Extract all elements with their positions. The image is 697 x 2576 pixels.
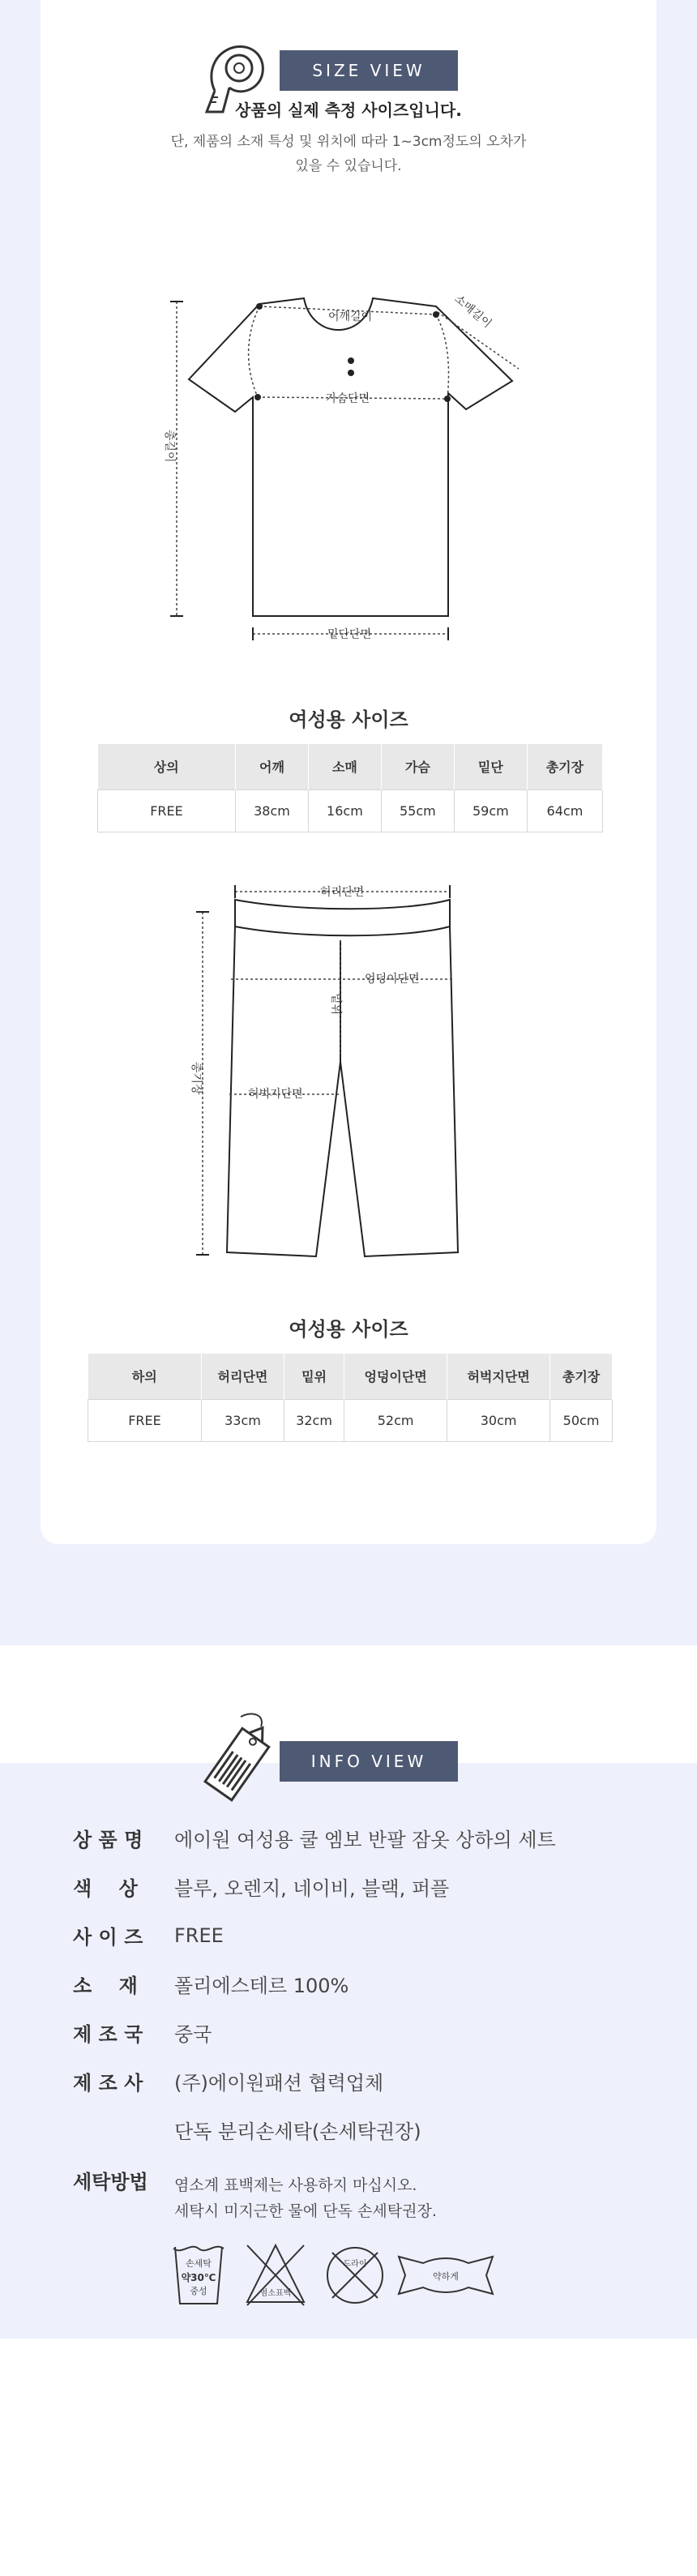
handwash-icon	[173, 2247, 224, 2304]
info-row-product-name	[73, 1824, 556, 1852]
table-header-cell: 가슴	[381, 744, 454, 789]
info-value: 에이원 여성용 쿨 엠보 반팔 잠옷 상하의 세트	[174, 1829, 556, 1851]
table-cell: 52cm	[344, 1399, 447, 1441]
label-shoulder: 어깨길이	[328, 310, 373, 323]
svg-text:염소표백: 염소표백	[259, 2289, 292, 2298]
info-row-size	[73, 1921, 224, 1949]
care-icons	[170, 2239, 494, 2312]
table-cell: 50cm	[550, 1399, 613, 1441]
info-row-origin	[73, 2018, 212, 2047]
wash-note-1: 염소계 표백제는 사용하지 마십시오.	[174, 2176, 417, 2194]
table-cell: FREE	[88, 1399, 202, 1441]
info-label: 상 품 명	[73, 1829, 143, 1851]
label-top-length: 총길이	[163, 430, 176, 463]
table-cell: 55cm	[381, 789, 454, 832]
svg-text:중성: 중성	[190, 2286, 207, 2296]
svg-text:약30℃: 약30℃	[181, 2272, 216, 2283]
table-cell: 30cm	[447, 1399, 550, 1441]
info-label: 제 조 사	[73, 2072, 143, 2095]
svg-text:약하게: 약하게	[433, 2271, 459, 2282]
table-header-cell: 소매	[308, 744, 381, 789]
table-cell: 59cm	[454, 789, 527, 832]
info-label: 소 재	[73, 1975, 138, 1997]
info-label: 세탁방법	[73, 2171, 148, 2193]
table-header-cell: 밑단	[454, 744, 527, 789]
bottom-table-title: 여성용 사이즈	[289, 1318, 408, 1341]
size-headline: 상품의 실제 측정 사이즈입니다.	[235, 101, 462, 120]
table-cell: 16cm	[308, 789, 381, 832]
table-cell: 33cm	[202, 1399, 284, 1441]
table-cell: 64cm	[527, 789, 602, 832]
table-header-row	[98, 744, 603, 789]
table-header-cell: 허리단면	[202, 1354, 284, 1399]
label-hem: 밑단단면	[327, 628, 372, 641]
top-size-table	[97, 744, 603, 832]
info-label: 제 조 국	[73, 2023, 143, 2046]
info-value: 중국	[174, 2023, 212, 2046]
table-header-cell: 총기장	[550, 1354, 613, 1399]
info-row-color	[73, 1872, 449, 1901]
table-header-cell: 허벅지단면	[447, 1354, 550, 1399]
size-note-line-1: 단, 제품의 소재 특성 및 위치에 따라 1~3cm정도의 오차가	[170, 134, 527, 150]
table-header-cell: 총기장	[527, 744, 602, 789]
table-header-cell: 하의	[88, 1354, 202, 1399]
table-header-cell: 어깨	[236, 744, 309, 789]
wash-note-2: 세탁시 미지근한 물에 단독 손세탁권장.	[174, 2202, 437, 2220]
table-header-cell: 엉덩이단면	[344, 1354, 447, 1399]
table-row	[98, 789, 603, 832]
bottom-size-table	[88, 1354, 613, 1442]
label-waist: 허리단면	[320, 886, 365, 899]
table-cell: 38cm	[236, 789, 309, 832]
size-view-banner: SIZE VIEW	[280, 50, 458, 91]
no-dryclean-icon	[327, 2248, 383, 2303]
info-value: (주)에이원패션 협력업체	[174, 2072, 384, 2095]
table-cell: FREE	[98, 789, 236, 832]
info-label: 색 상	[73, 1877, 138, 1900]
info-value: 블루, 오렌지, 네이비, 블랙, 퍼플	[174, 1877, 450, 1900]
table-header-row	[88, 1354, 613, 1399]
label-thigh: 허벅지단면	[248, 1088, 303, 1101]
label-sleeve: 소매길이	[451, 292, 494, 331]
info-row-material	[73, 1970, 348, 1998]
label-hip: 엉덩이단면	[365, 973, 420, 986]
gentle-iron-icon	[399, 2257, 493, 2294]
table-row	[88, 1399, 613, 1441]
no-bleach-icon	[247, 2245, 304, 2305]
svg-text:드라이: 드라이	[343, 2260, 367, 2269]
label-rise: 밑위	[329, 993, 342, 1016]
wash-notes	[174, 2172, 437, 2224]
label-bottom-length: 총기장	[190, 1062, 203, 1095]
info-value: FREE	[174, 1923, 224, 1947]
info-value: 단독 분리손세탁(손세탁권장)	[174, 2120, 421, 2143]
info-row-manufacturer	[73, 2067, 383, 2095]
info-row-wash-summary	[73, 2116, 421, 2144]
info-view-banner: INFO VIEW	[280, 1741, 458, 1782]
svg-text:손세탁: 손세탁	[186, 2258, 212, 2269]
table-header-cell: 상의	[98, 744, 236, 789]
table-header-cell: 밑위	[284, 1354, 344, 1399]
size-note	[0, 130, 697, 178]
top-table-title: 여성용 사이즈	[289, 708, 408, 731]
table-cell: 32cm	[284, 1399, 344, 1441]
label-chest: 가슴단면	[326, 392, 370, 405]
price-tag-icon	[196, 1709, 285, 1810]
info-value: 폴리에스테르 100%	[174, 1975, 349, 1997]
info-label: 사 이 즈	[73, 1926, 143, 1949]
size-note-line-2: 있을 수 있습니다.	[295, 158, 402, 174]
info-row-wash-method	[73, 2166, 174, 2194]
